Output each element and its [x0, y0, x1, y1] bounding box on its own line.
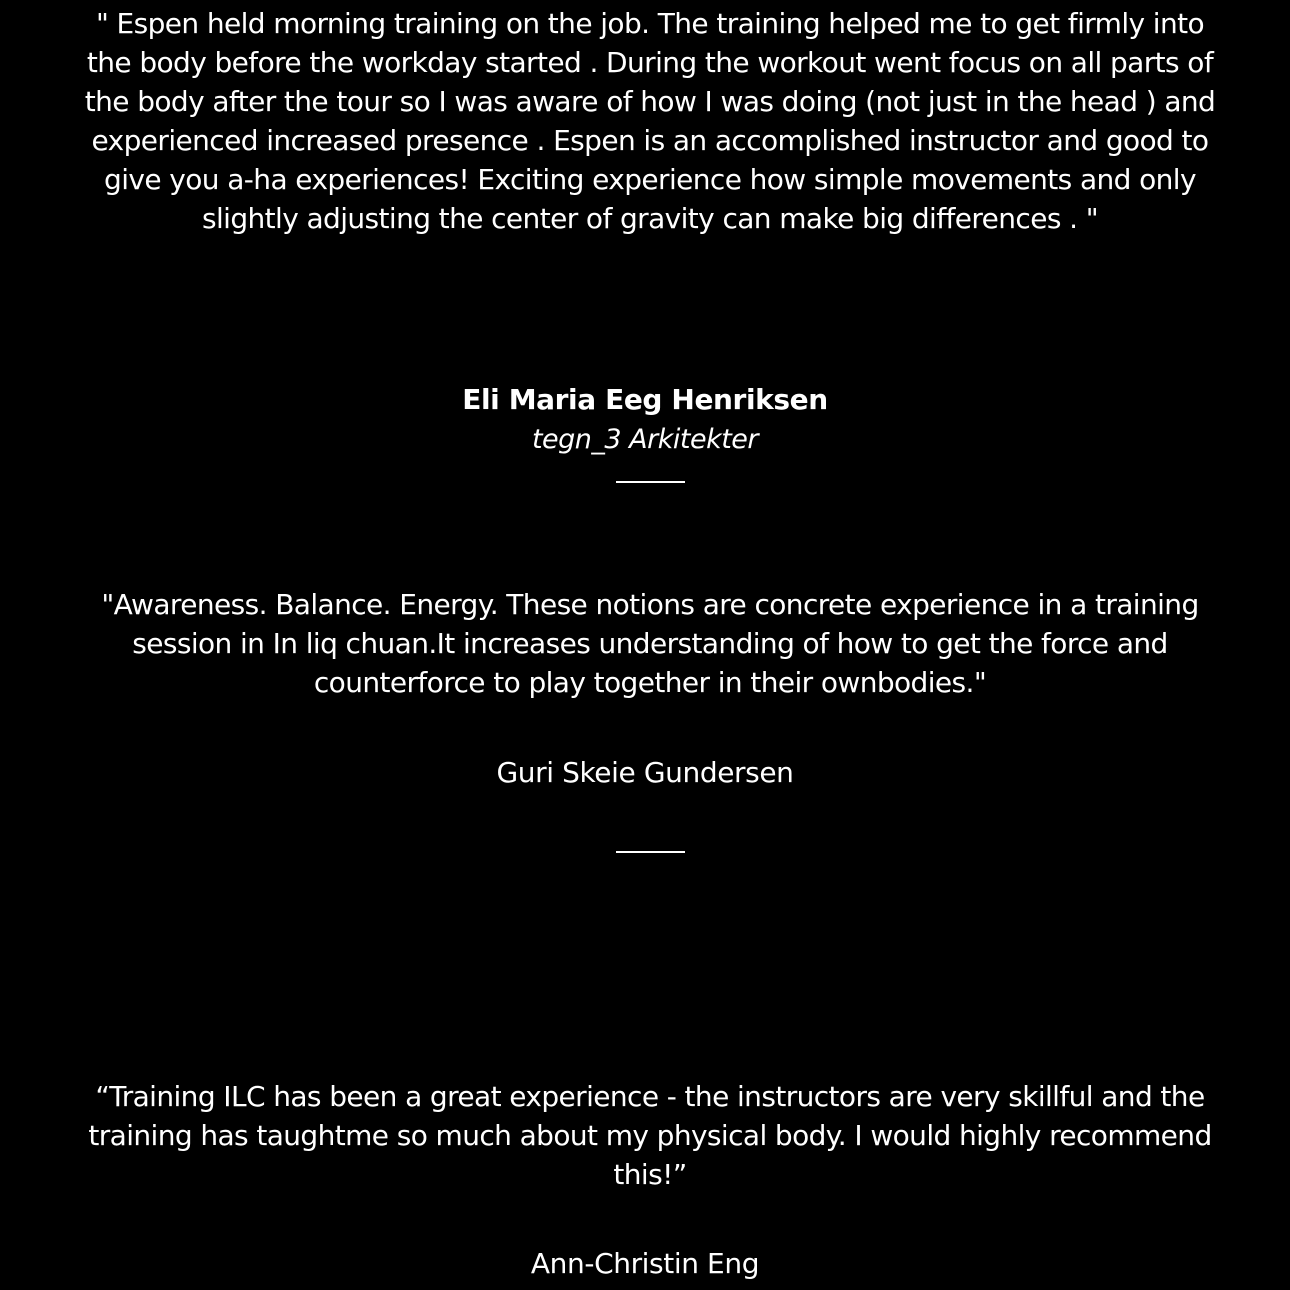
testimonial-author: Ann-Christin Eng: [530, 1247, 760, 1280]
testimonial-quote: “Training ILC has been a great experience - the instructors are very skillful and the training has taughtme so much about my physical body. I would highly recommend this!”: [88, 1080, 1212, 1191]
section-divider: [616, 851, 685, 853]
section-divider: [616, 481, 685, 483]
testimonial-company: tegn_3 Arkitekter: [531, 424, 759, 455]
testimonial-author: Guri Skeie Gundersen: [496, 756, 794, 789]
testimonial-quote: "Awareness. Balance. Energy. These notions are concrete experience in a training session in In liq chuan.It increases understanding of how to get the force and counterforce to play together in their ownbodies.": [101, 588, 1199, 699]
testimonial-quote: " Espen held morning training on the job. The training helped me to get firmly into the body before the workday started . During the workout went focus on all parts of the body after the tour so I was aware of how I was doing (not just in the head ) and experienced increased presence . Espen is an accomplished instructor and good to give you a-ha experiences! Exciting experience how simple movements and only slightly adjusting the center of gravity can make big differences . ": [84, 7, 1216, 235]
testimonial-author: Eli Maria Eeg Henriksen: [462, 383, 828, 416]
